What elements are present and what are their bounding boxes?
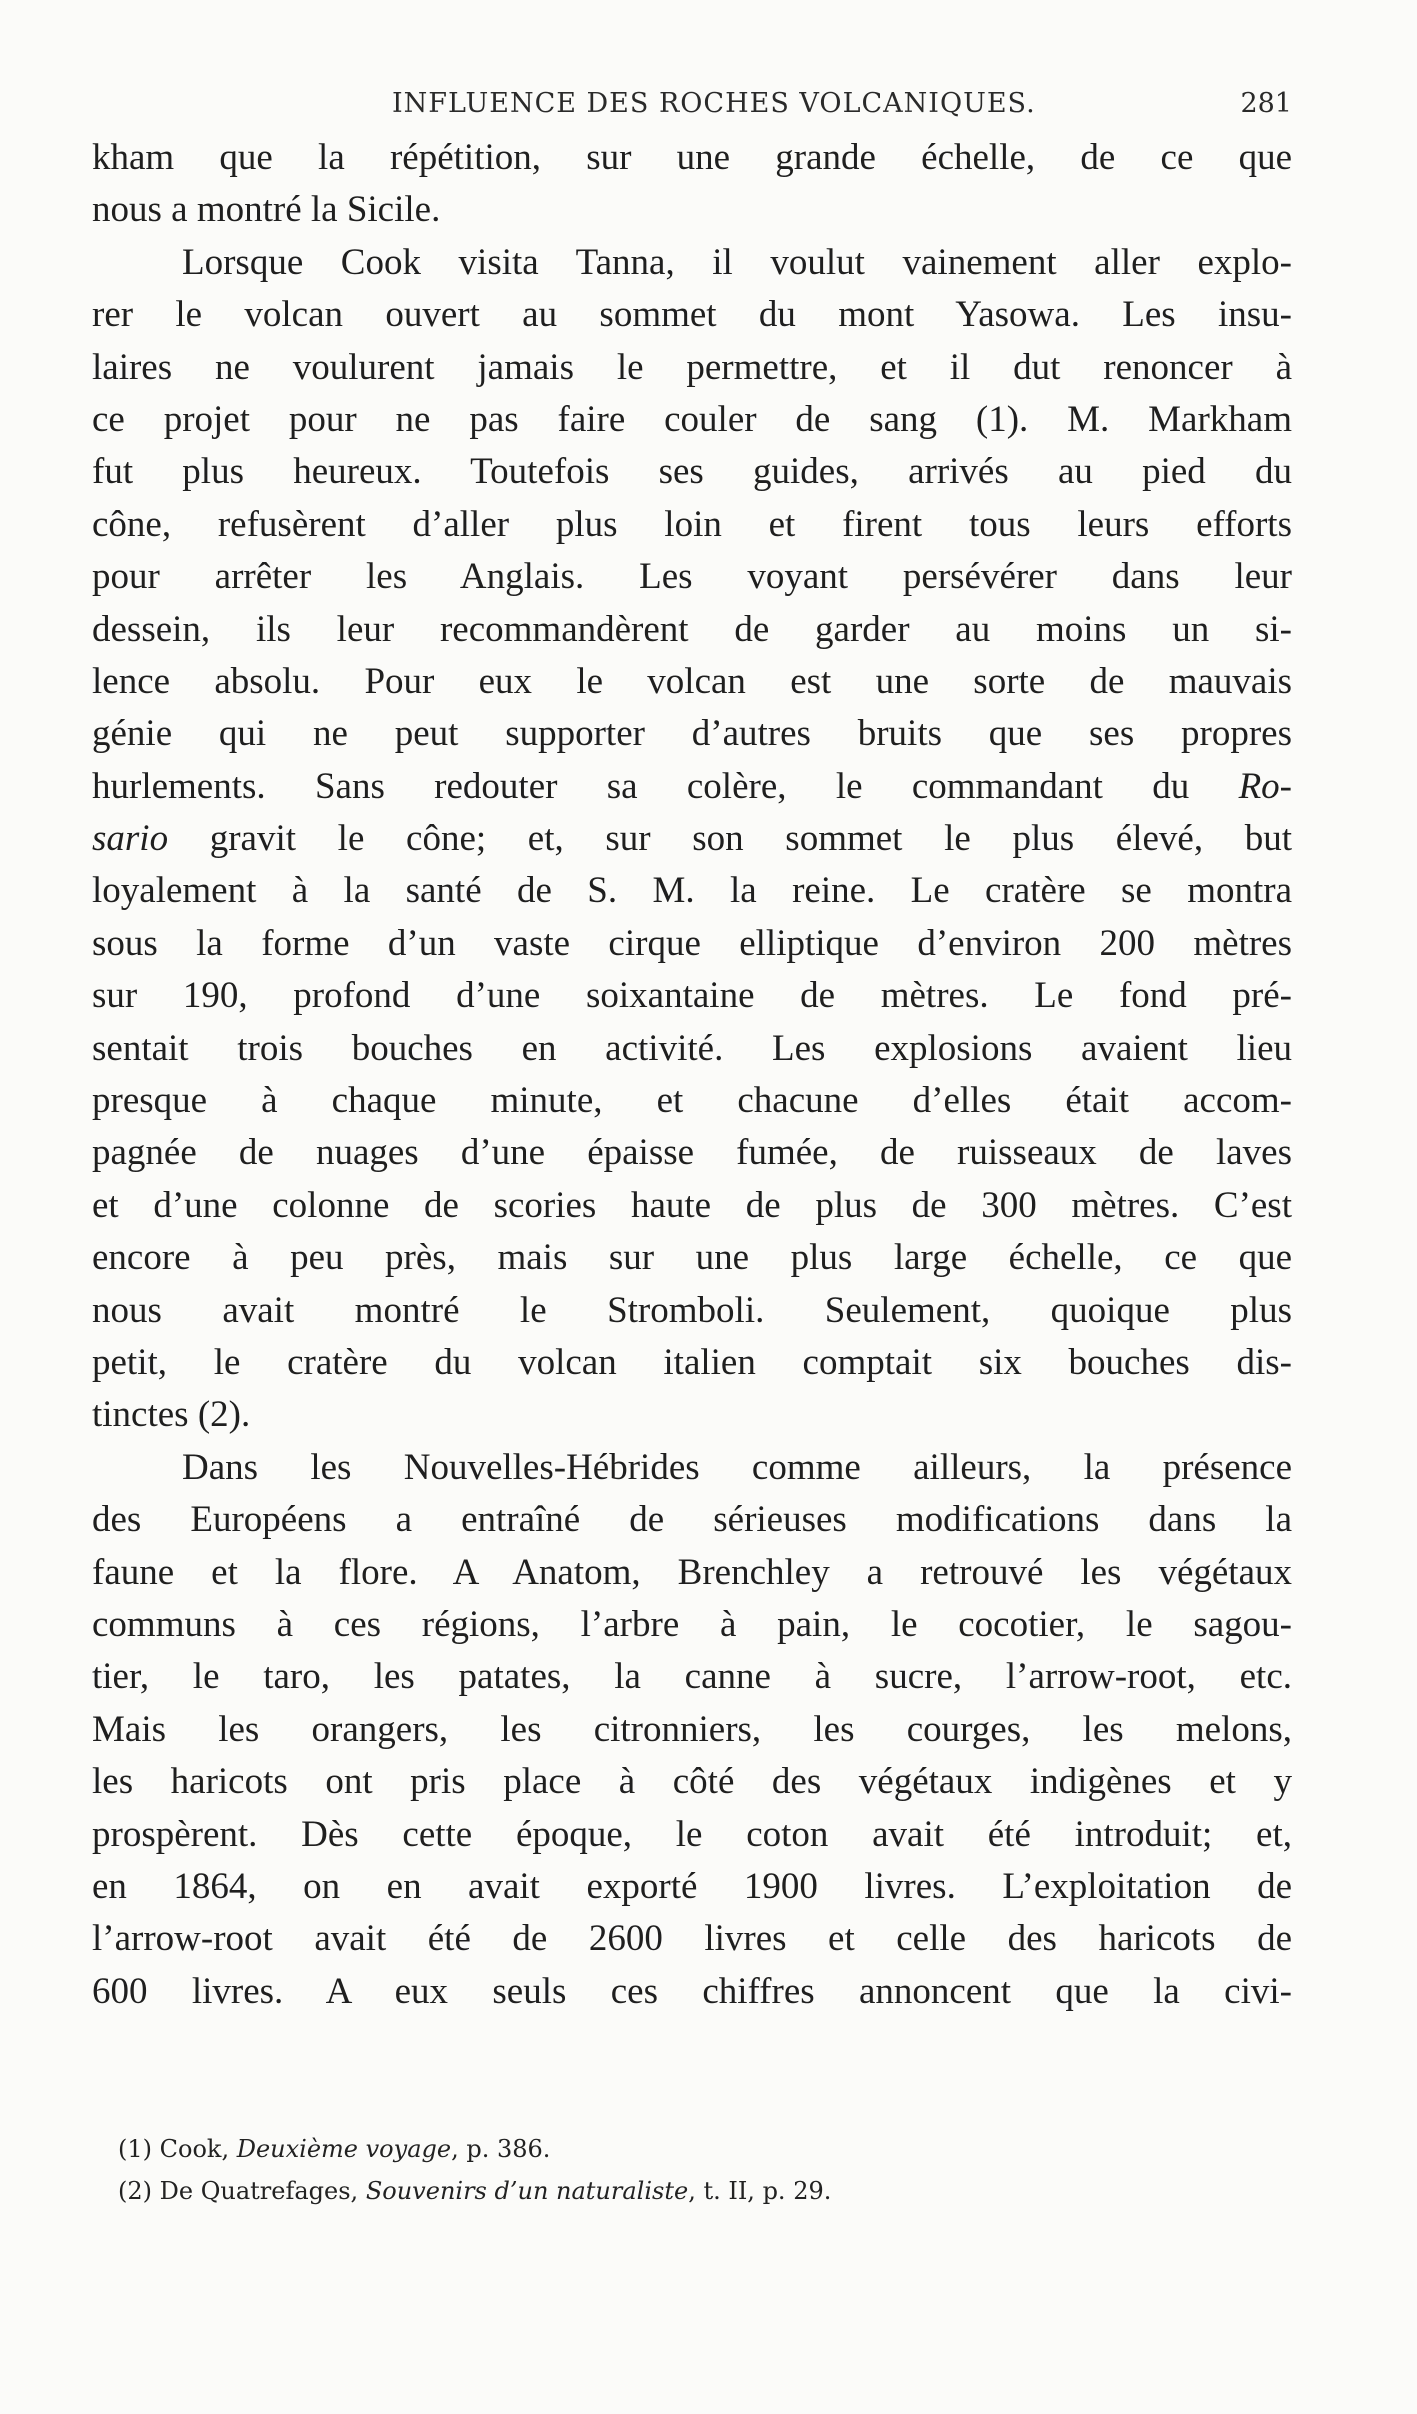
running-title: INFLUENCE DES ROCHES VOLCANIQUES. [392,88,1036,119]
text-line: dessein, ils leur recommandèrent de garder au moins un si- [92,608,1292,650]
footnote-1 [118,2128,1218,2170]
text-line: cône, refusèrent d’aller plus loin et firent tous leurs efforts [92,503,1292,545]
page-number: 281 [1240,88,1292,119]
text-line: en 1864, on en avait exporté 1900 livres. L’exploitation de [92,1865,1292,1907]
text-line: petit, le cratère du volcan italien comptait six bouches dis- [92,1341,1292,1383]
text-line: fut plus heureux. Toutefois ses guides, arrivés au pied du [92,451,1292,493]
text-line: rer le volcan ouvert au sommet du mont Yasowa. Les insu- [92,294,1292,336]
ship-name-italic: sario [92,818,169,860]
footnote-2 [118,2170,1218,2212]
text-line: laires ne voulurent jamais le permettre, et il dut renoncer à [92,346,1292,388]
text-line: kham que la répétition, sur une grande échelle, de ce que [92,137,1292,178]
text-line: pagnée de nuages d’une épaisse fumée, de ruisseaux de laves [92,1132,1292,1174]
footnote-author: Cook, [159,2135,230,2163]
text-line: tier, le taro, les patates, la canne à sucre, l’arrow-root, etc. [92,1656,1292,1698]
footnote-marker: (1) [118,2135,152,2163]
body-text [92,132,1292,2018]
text-line: et d’une colonne de scories haute de plus de 300 mètres. C’est [92,1184,1292,1226]
text-line-with-italic [92,813,1292,865]
text-line: tinctes (2). [92,1394,251,1436]
text-line: Dans les Nouvelles-Hébrides comme ailleurs, la présence [182,1446,1292,1488]
footnote-marker: (2) [118,2177,152,2205]
text-line: loyalement à la santé de S. M. la reine. Le cratère se montra [92,870,1292,912]
text-line: communs à ces régions, l’arbre à pain, le cocotier, le sagou- [92,1603,1292,1645]
text-line: sentait trois bouches en activité. Les explosions avaient lieu [92,1027,1292,1069]
footnote-rest: , p. 386. [451,2135,551,2163]
text-line-segment: gravit le cône; et, sur son sommet le plus élevé, but [209,818,1292,860]
footnote-title: Deuxième voyage [236,2135,452,2163]
text-line: faune et la flore. A Anatom, Brenchley a retrouvé les végétaux [92,1551,1292,1593]
text-line: sur 190, profond d’une soixantaine de mètres. Le fond pré- [92,975,1292,1017]
text-line: l’arrow-root avait été de 2600 livres et celle des haricots de [92,1918,1292,1960]
text-line-segment: hurlements. Sans redouter sa colère, le commandant du [92,765,1190,807]
text-line: des Européens a entraîné de sérieuses modifications dans la [92,1499,1292,1541]
text-line: ce projet pour ne pas faire couler de sang (1). M. Markham [92,398,1292,440]
text-line: presque à chaque minute, et chacune d’elles était accom- [92,1080,1292,1122]
text-line-with-italic [92,761,1292,813]
text-line: sous la forme d’un vaste cirque elliptique d’environ 200 mètres [92,922,1292,964]
text-line: les haricots ont pris place à côté des végétaux indigènes et y [92,1761,1292,1803]
text-line: encore à peu près, mais sur une plus large échelle, ce que [92,1237,1292,1279]
footnote-author: De Quatrefages, [159,2177,359,2205]
text-line: prospèrent. Dès cette époque, le coton avait été introduit; et, [92,1813,1292,1855]
text-line: pour arrêter les Anglais. Les voyant persévérer dans leur [92,556,1292,598]
text-line: génie qui ne peut supporter d’autres bruits que ses propres [92,713,1292,755]
page-header [92,88,1292,128]
footnotes [118,2128,1218,2212]
text-line: 600 livres. A eux seuls ces chiffres annoncent que la civi- [92,1970,1292,2012]
text-line: Lorsque Cook visita Tanna, il voulut vainement aller explo- [182,241,1292,283]
footnote-title: Souvenirs d’un naturaliste [365,2177,689,2205]
text-line: nous a montré la Sicile. [92,189,441,231]
text-line: nous avait montré le Stromboli. Seulement, quoique plus [92,1289,1292,1331]
footnote-rest: , t. II, p. 29. [688,2177,832,2205]
ship-name-italic: Ro- [1238,765,1292,807]
text-line: lence absolu. Pour eux le volcan est une sorte de mauvais [92,660,1292,702]
text-line: Mais les orangers, les citronniers, les courges, les melons, [92,1708,1292,1750]
